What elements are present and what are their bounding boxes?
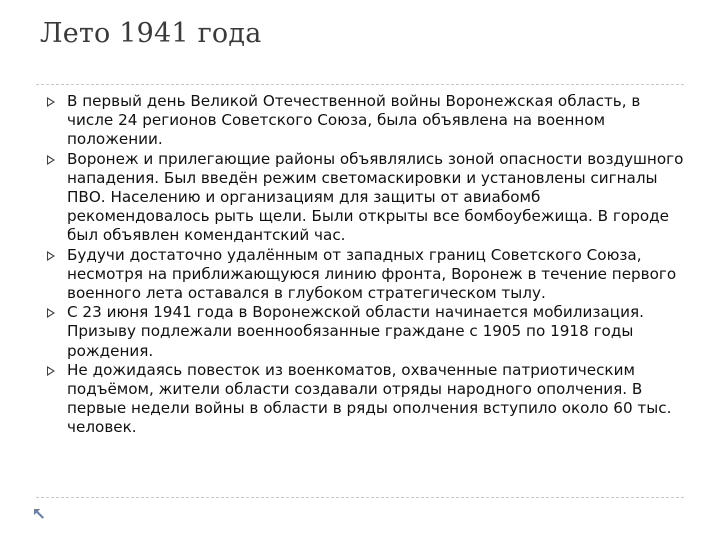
footer-divider [36, 497, 684, 498]
bullet-arrow-icon [47, 251, 55, 261]
bullet-item [44, 361, 684, 438]
bullet-arrow-icon [47, 308, 55, 318]
nav-arrow-icon[interactable] [31, 506, 47, 522]
slide-title: Лето 1941 года [40, 18, 262, 49]
bullet-text: С 23 июня 1941 года в Воронежской области начинается мобилизация. Призыву подлежали военнообязанные граждане с 1905 по 1918 годы рождения. [67, 303, 644, 360]
bullet-list [44, 92, 684, 438]
nav-arrow-shape [34, 509, 44, 519]
bullet-arrow-icon [47, 155, 55, 165]
bullet-arrow-icon [47, 366, 55, 376]
title-divider [36, 84, 684, 85]
bullet-item [44, 303, 684, 361]
bullet-arrow-icon [47, 97, 55, 107]
bullet-item [44, 246, 684, 304]
bullet-text: Воронеж и прилегающие районы объявлялись зоной опасности воздушного нападения. Был введён режим светомаскировки и установлены сигналы ПВО. Населению и организациям для защиты от авиабомб рекомендовалось рыть щели. Были открыты все бомбоубежища. В городе был объявлен комендантский час. [67, 149, 684, 245]
bullet-item [44, 92, 684, 150]
bullet-text: Будучи достаточно удалённым от западных границ Советского Союза, несмотря на приближающуюся линию фронта, Воронеж в течение первого военного лета оставался в глубоком стратегическом тылу. [67, 245, 677, 303]
bullet-text: В первый день Великой Отечественной войны Воронежская область, в числе 24 регионов Советского Союза, была объявлена на военном положении. [67, 92, 641, 149]
bullet-item [44, 150, 684, 246]
bullet-text: Не дожидаясь повесток из военкоматов, охваченные патриотическим подъёмом, жители области создавали отряды народного ополчения. В первые недели войны в области в ряды ополчения вступило около 60 тыс. человек. [67, 360, 672, 437]
